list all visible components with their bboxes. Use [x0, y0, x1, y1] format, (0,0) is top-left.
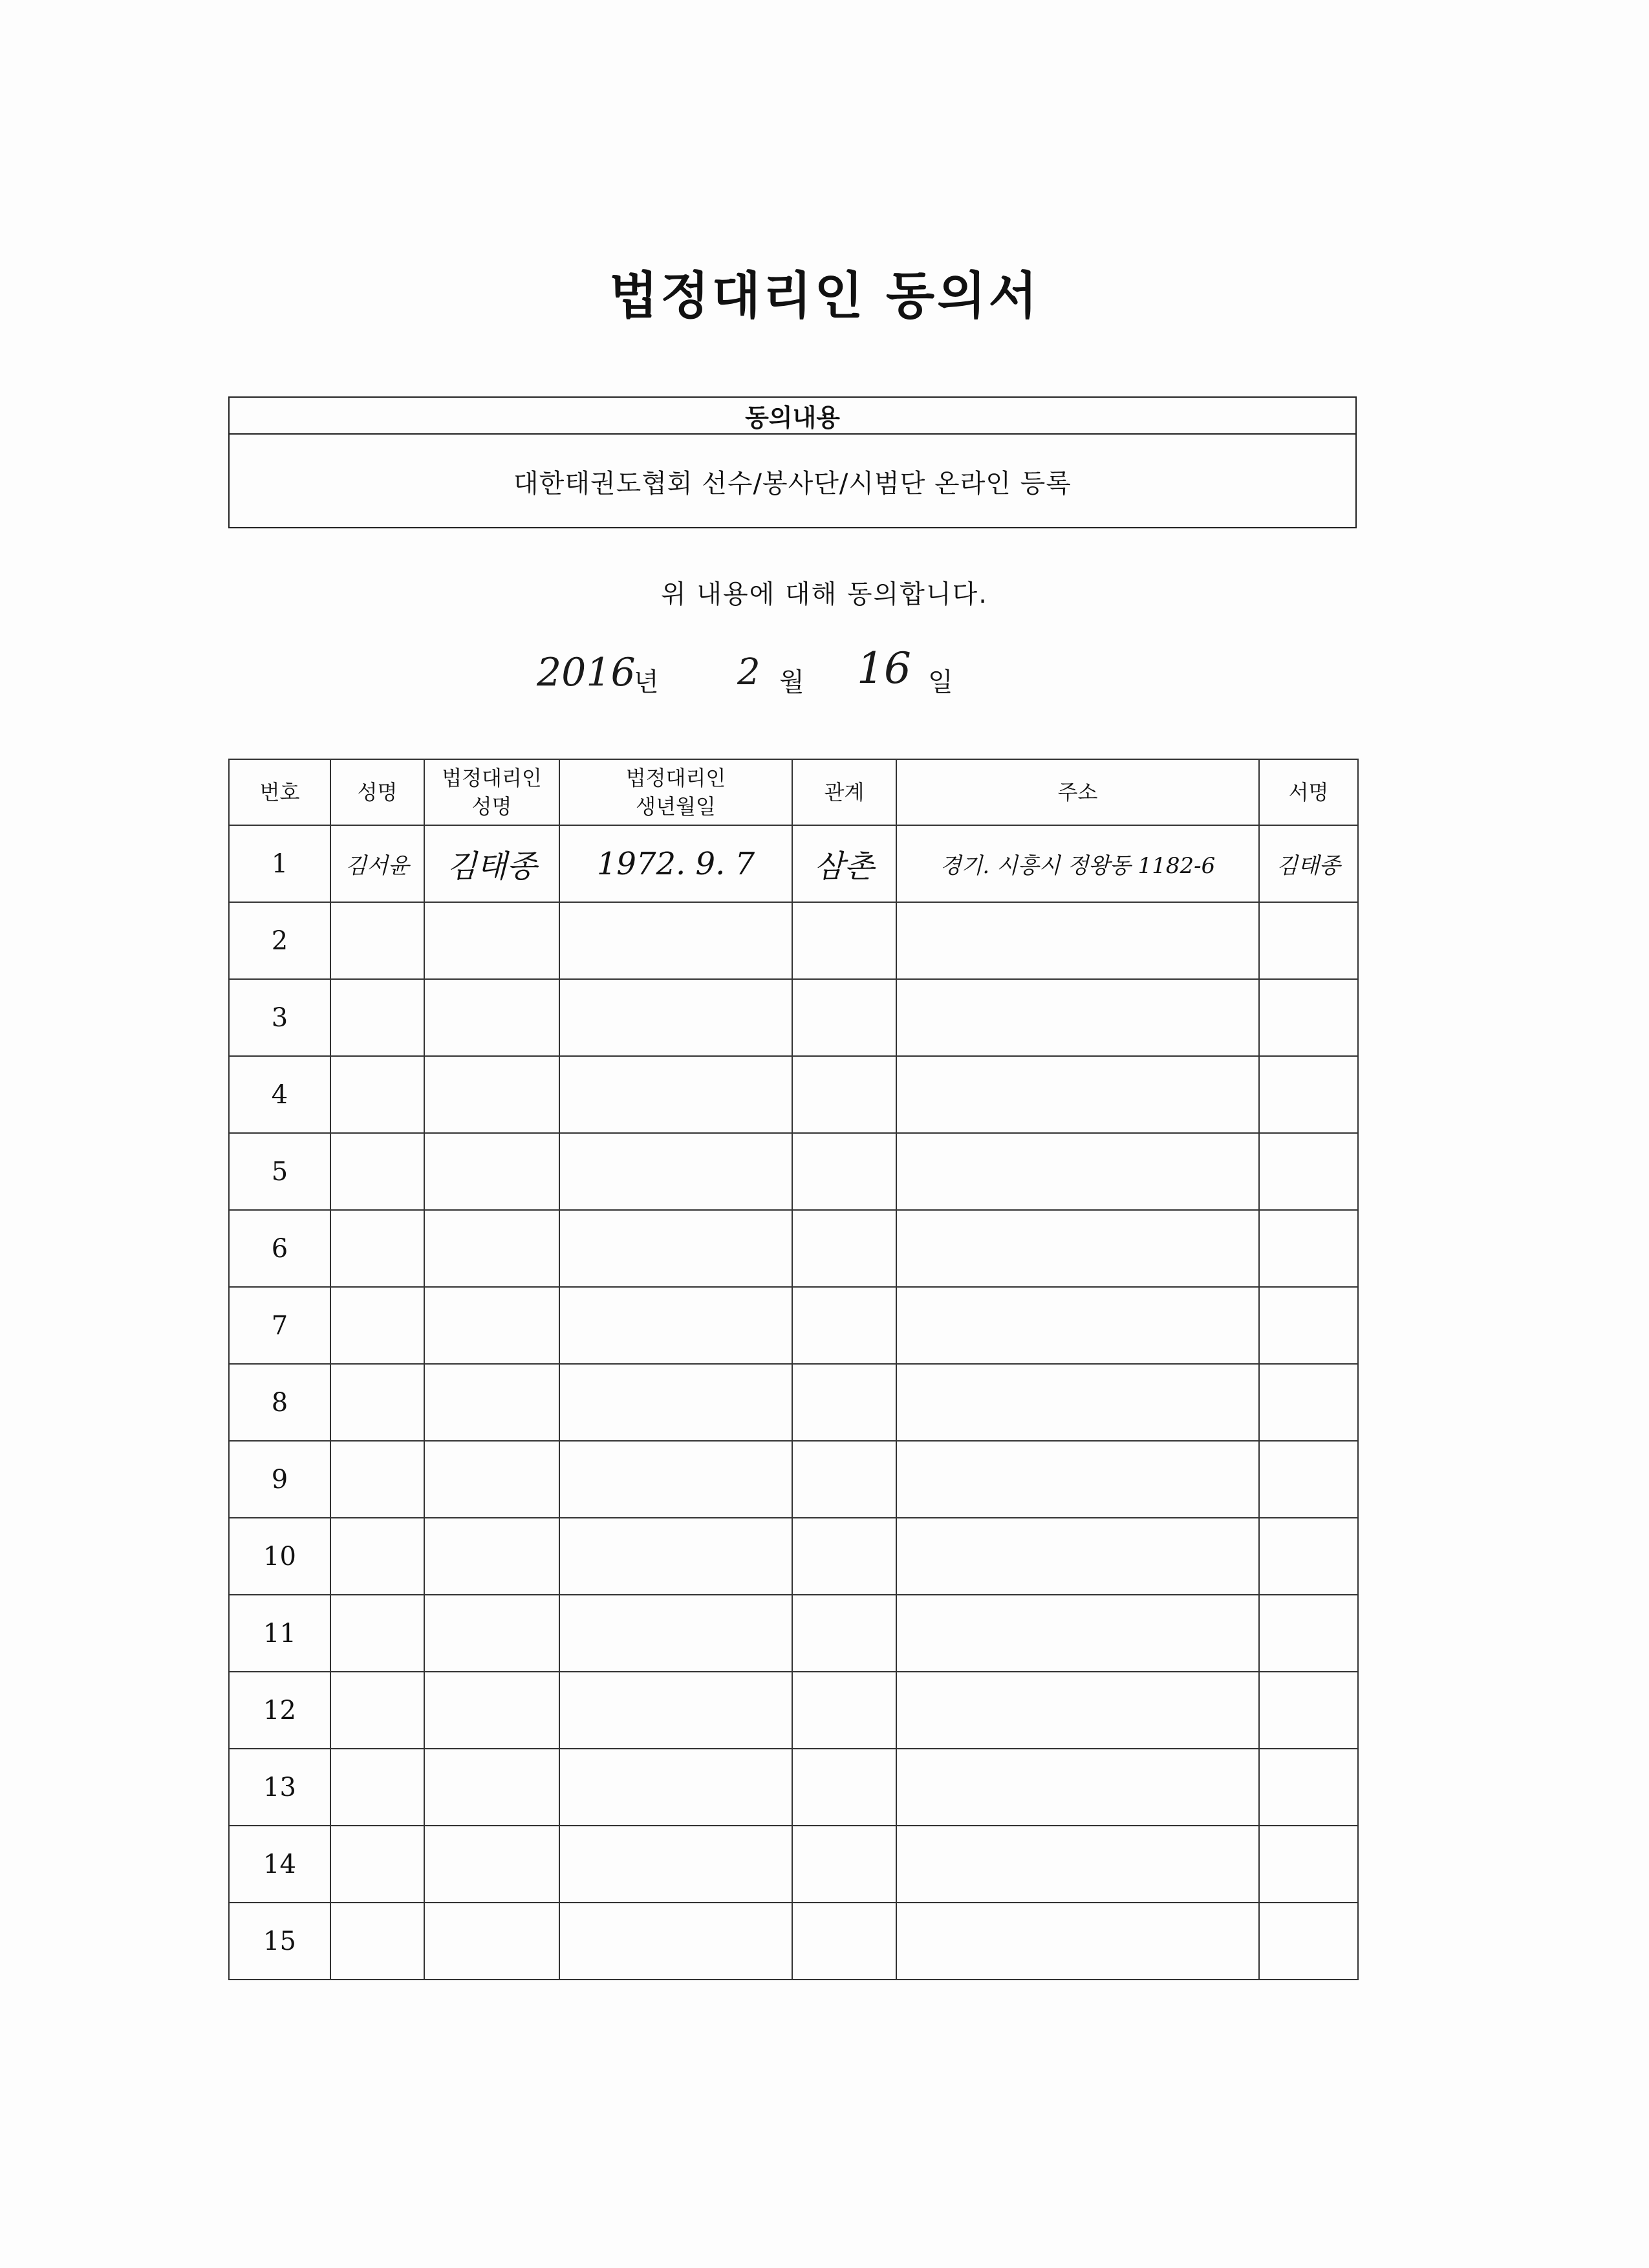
cell-relation: 삼촌: [792, 825, 896, 902]
cell-address: [896, 1903, 1259, 1980]
cell-guardian-name: [424, 1518, 559, 1595]
cell-guardian-name: [424, 1210, 559, 1287]
cell-guardian-birth: [559, 1133, 792, 1210]
cell-signature: [1259, 1672, 1358, 1749]
cell-guardian-birth: [559, 1749, 792, 1826]
cell-name: [330, 1595, 424, 1672]
cell-number: 9: [229, 1441, 330, 1518]
cell-relation: [792, 1518, 896, 1595]
consent-header: 동의내용: [230, 398, 1355, 435]
table-row: [229, 1826, 1358, 1903]
cell-name: [330, 1133, 424, 1210]
table-row: [229, 1518, 1358, 1595]
cell-name: [330, 1287, 424, 1364]
cell-number: 7: [229, 1287, 330, 1364]
cell-address: [896, 1826, 1259, 1903]
consent-content: 대한태권도협회 선수/봉사단/시범단 온라인 등록: [513, 469, 1072, 499]
cell-guardian-name: [424, 1133, 559, 1210]
date-day: 16: [857, 643, 911, 693]
table-row: [229, 825, 1358, 902]
cell-guardian-name: [424, 979, 559, 1056]
cell-relation: [792, 1133, 896, 1210]
cell-address: [896, 1364, 1259, 1441]
cell-relation: [792, 1287, 896, 1364]
cell-guardian-name: [424, 1672, 559, 1749]
cell-name: [330, 1749, 424, 1826]
header-number: 번호: [229, 759, 330, 825]
cell-guardian-birth: [559, 1518, 792, 1595]
cell-number: 4: [229, 1056, 330, 1133]
cell-number: 10: [229, 1518, 330, 1595]
cell-address: [896, 1056, 1259, 1133]
cell-signature: [1259, 1903, 1358, 1980]
cell-relation: [792, 1364, 896, 1441]
cell-guardian-birth: [559, 1056, 792, 1133]
table-row: [229, 1441, 1358, 1518]
cell-address: [896, 1672, 1259, 1749]
table-row: [229, 1595, 1358, 1672]
cell-address: 경기. 시흥시 정왕동 1182-6: [896, 825, 1259, 902]
cell-guardian-name: 김태종: [424, 825, 559, 902]
cell-guardian-name: [424, 1749, 559, 1826]
cell-guardian-name: [424, 1287, 559, 1364]
table-row: [229, 1210, 1358, 1287]
cell-name: [330, 1441, 424, 1518]
document-title: 법정대리인 동의서: [609, 267, 1040, 325]
table-row: [229, 979, 1358, 1056]
date-year-label: 년: [634, 667, 659, 697]
cell-number: 5: [229, 1133, 330, 1210]
cell-number: 11: [229, 1595, 330, 1672]
cell-guardian-name: [424, 902, 559, 979]
cell-signature: [1259, 1518, 1358, 1595]
cell-address: [896, 1518, 1259, 1595]
header-guardian-birth-line2: 생년월일: [636, 794, 716, 819]
cell-signature: [1259, 1364, 1358, 1441]
cell-guardian-birth: [559, 1210, 792, 1287]
cell-address: [896, 902, 1259, 979]
cell-signature: [1259, 1133, 1358, 1210]
cell-number: 3: [229, 979, 330, 1056]
header-relation: 관계: [792, 759, 896, 825]
header-guardian-birth: [559, 759, 792, 825]
cell-guardian-birth: [559, 1672, 792, 1749]
table-header-row: [229, 759, 1358, 825]
cell-number: 15: [229, 1903, 330, 1980]
cell-signature: [1259, 1287, 1358, 1364]
cell-address: [896, 1595, 1259, 1672]
cell-number: 13: [229, 1749, 330, 1826]
date-day-label: 일: [928, 667, 953, 697]
agree-statement: 위 내용에 대해 동의합니다.: [661, 579, 988, 609]
cell-signature: [1259, 1595, 1358, 1672]
cell-signature: [1259, 1441, 1358, 1518]
cell-relation: [792, 1749, 896, 1826]
cell-guardian-name: [424, 1364, 559, 1441]
cell-name: [330, 1210, 424, 1287]
date-line: [530, 643, 983, 702]
table-row: [229, 1364, 1358, 1441]
date-month-label: 월: [779, 667, 804, 697]
cell-number: 8: [229, 1364, 330, 1441]
cell-guardian-name: [424, 1826, 559, 1903]
header-signature: 서명: [1259, 759, 1358, 825]
cell-name: [330, 1364, 424, 1441]
header-guardian-name-line1: 법정대리인: [442, 766, 542, 790]
table-row: [229, 902, 1358, 979]
cell-name: [330, 1056, 424, 1133]
cell-signature: [1259, 1826, 1358, 1903]
cell-guardian-birth: [559, 1441, 792, 1518]
header-guardian-birth-line1: 법정대리인: [625, 766, 726, 790]
header-address: 주소: [896, 759, 1259, 825]
cell-relation: [792, 1441, 896, 1518]
cell-guardian-birth: 1972. 9. 7: [559, 825, 792, 902]
cell-name: [330, 979, 424, 1056]
cell-guardian-birth: [559, 1595, 792, 1672]
cell-name: 김서윤: [330, 825, 424, 902]
table-row: [229, 1749, 1358, 1826]
cell-guardian-birth: [559, 1826, 792, 1903]
cell-guardian-birth: [559, 1903, 792, 1980]
cell-guardian-name: [424, 1595, 559, 1672]
cell-guardian-birth: [559, 979, 792, 1056]
cell-address: [896, 1287, 1259, 1364]
cell-signature: 김태종: [1259, 825, 1358, 902]
cell-number: 6: [229, 1210, 330, 1287]
table-row: [229, 1672, 1358, 1749]
cell-address: [896, 979, 1259, 1056]
cell-signature: [1259, 1210, 1358, 1287]
cell-address: [896, 1749, 1259, 1826]
cell-guardian-name: [424, 1441, 559, 1518]
cell-address: [896, 1210, 1259, 1287]
table-row: [229, 1287, 1358, 1364]
cell-guardian-name: [424, 1903, 559, 1980]
cell-relation: [792, 1595, 896, 1672]
guardian-table: [228, 759, 1359, 1980]
cell-relation: [792, 1672, 896, 1749]
cell-name: [330, 1903, 424, 1980]
cell-number: 12: [229, 1672, 330, 1749]
cell-relation: [792, 902, 896, 979]
table-row: [229, 1903, 1358, 1980]
date-month: 2: [737, 651, 760, 693]
cell-signature: [1259, 1749, 1358, 1826]
cell-relation: [792, 1903, 896, 1980]
cell-name: [330, 902, 424, 979]
cell-name: [330, 1518, 424, 1595]
cell-name: [330, 1672, 424, 1749]
table-row: [229, 1056, 1358, 1133]
cell-guardian-birth: [559, 1364, 792, 1441]
cell-guardian-birth: [559, 902, 792, 979]
header-guardian-name: [424, 759, 559, 825]
header-guardian-name-line2: 성명: [471, 794, 512, 819]
cell-name: [330, 1826, 424, 1903]
cell-address: [896, 1441, 1259, 1518]
cell-relation: [792, 979, 896, 1056]
cell-guardian-birth: [559, 1287, 792, 1364]
cell-number: 1: [229, 825, 330, 902]
cell-signature: [1259, 1056, 1358, 1133]
cell-number: 2: [229, 902, 330, 979]
cell-number: 14: [229, 1826, 330, 1903]
cell-relation: [792, 1826, 896, 1903]
cell-relation: [792, 1056, 896, 1133]
date-year: 2016: [537, 650, 636, 695]
cell-signature: [1259, 979, 1358, 1056]
header-name: 성명: [330, 759, 424, 825]
cell-address: [896, 1133, 1259, 1210]
table-row: [229, 1133, 1358, 1210]
cell-relation: [792, 1210, 896, 1287]
cell-signature: [1259, 902, 1358, 979]
cell-guardian-name: [424, 1056, 559, 1133]
consent-box: [228, 396, 1357, 528]
